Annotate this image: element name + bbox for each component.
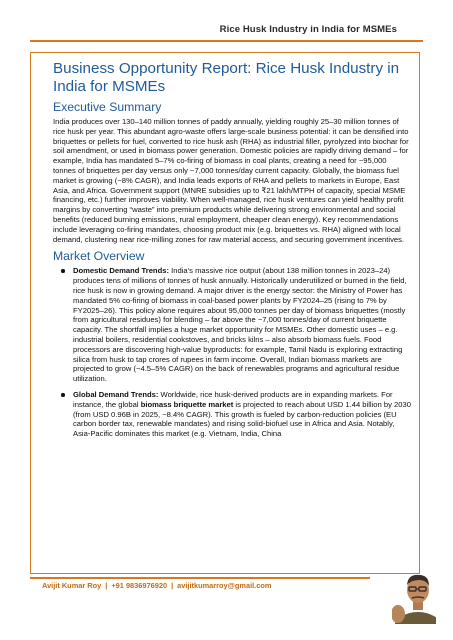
- footer-rule: [30, 577, 370, 579]
- executive-summary-text: India produces over 130–140 million tonnes of paddy annually, yielding roughly 25–30 million tonnes of rice husk per year. This abundant agro-waste offers large-scale business potential: it can be densified into briquettes or pellets for fuel, converted to rice husk ash (RHA) as industrial filler, pyrolyzed into biochar for soil amendment, or used in biomass power generation. Domestic policies are rapidly driving demand – for example, India has mandated 5–7% co-firing of biomass in coal plants, creating a need for ~95,000 tonnes of briquettes per day versus only ~7,000 tonnes/day current capacity. Globally, the biomass fuel market is growing (~8% CAGR), and India leads exports of RHA and pellets to markets in Europe, East Asia, and Africa. Government support (MNRE subsidies up to ₹21 lakh/MTPH of capacity, special MSME financing, etc.) further improves viability. When well-managed, rice husk ventures can yield healthy profit margins by converting “waste” into premium products while delivering strong environmental and social benefits (reduced burning emissions, rural employment, cheaper clean energy). Key recommendations include leveraging co-firing mandates, choosing product mix (e.g. briquettes vs. RHA) aligned with local demand, clustering near rice-milling zones for raw material access, and securing government incentives.: [53, 117, 409, 244]
- running-header: Rice Husk Industry in India for MSMEs: [219, 24, 397, 35]
- bullet-text: Worldwide, rice husk-derived products are in expanding markets. For instance, the global: [73, 389, 393, 409]
- footer-email[interactable]: avijitkumarroy@gmail.com: [177, 581, 272, 590]
- market-overview-list: [55, 266, 411, 439]
- footer-author: Avijit Kumar Roy: [42, 581, 102, 590]
- executive-summary-heading: Executive Summary: [53, 100, 162, 114]
- document-body: [53, 60, 411, 445]
- author-photo-icon: [392, 568, 436, 624]
- author-photo: [392, 568, 436, 624]
- bullet-icon: [61, 393, 65, 397]
- bullet-icon: [61, 269, 65, 273]
- bullet-text: is projected to reach about USD 1.44 billion by 2030 (from USD 0.96B in 2025, ~8.4% CAGR). This growth is fueled by carbon-reduction policies (EU carbon border tax, renewable mandates) and rising solid-biofuel use in Africa and Asia. Notably, Asia-Pacific dominates this market (e.g. Vietnam, India, China: [73, 399, 411, 439]
- list-item: [55, 266, 411, 384]
- bullet-text: India’s massive rice output (about 138 million tonnes in 2023–24) produces tens of millions of tonnes of husk annually. Historically underutilized or burned in the field, rice husk is now in growing demand. A major driver is the energy sector: the Ministry of Power has mandated 5% co-firing of biomass in coal-based power plants by FY2024–25 (rising to 7% by FY2025–26). This policy alone requires about 95,000 tonnes per day of biomass briquettes (mostly from agricultural residues) for blending – far above the ~7,000 tonnes/day of current briquette capacity. The shortfall implies a huge market opportunity for MSMEs. Other domestic uses – e.g. industrial boilers, residential cookstoves, and bricks kilns – also absorb biomass fuels. Food processors are discovering high-value byproducts: for example, Tamil Nadu is exploring extracting silica from husk to tap crores of rupees in farm income. Overall, Indian biomass markets are projected to grow (~4.5–5% CAGR) on the back of renewables programs and agricultural residue utilization.: [73, 266, 407, 384]
- footer: [42, 581, 271, 590]
- market-overview-heading: Market Overview: [53, 249, 145, 264]
- bullet-lead: Domestic Demand Trends:: [73, 266, 169, 276]
- header-rule: [30, 40, 423, 42]
- footer-separator: |: [105, 581, 108, 590]
- footer-phone: +91 9836976920: [111, 581, 168, 590]
- list-item: [55, 390, 411, 439]
- document-title: Business Opportunity Report: Rice Husk Industry in India for MSMEs: [53, 60, 400, 95]
- footer-separator: |: [171, 581, 174, 590]
- bullet-lead: Global Demand Trends:: [73, 389, 159, 399]
- bullet-emphasis: biomass briquette market: [140, 399, 234, 409]
